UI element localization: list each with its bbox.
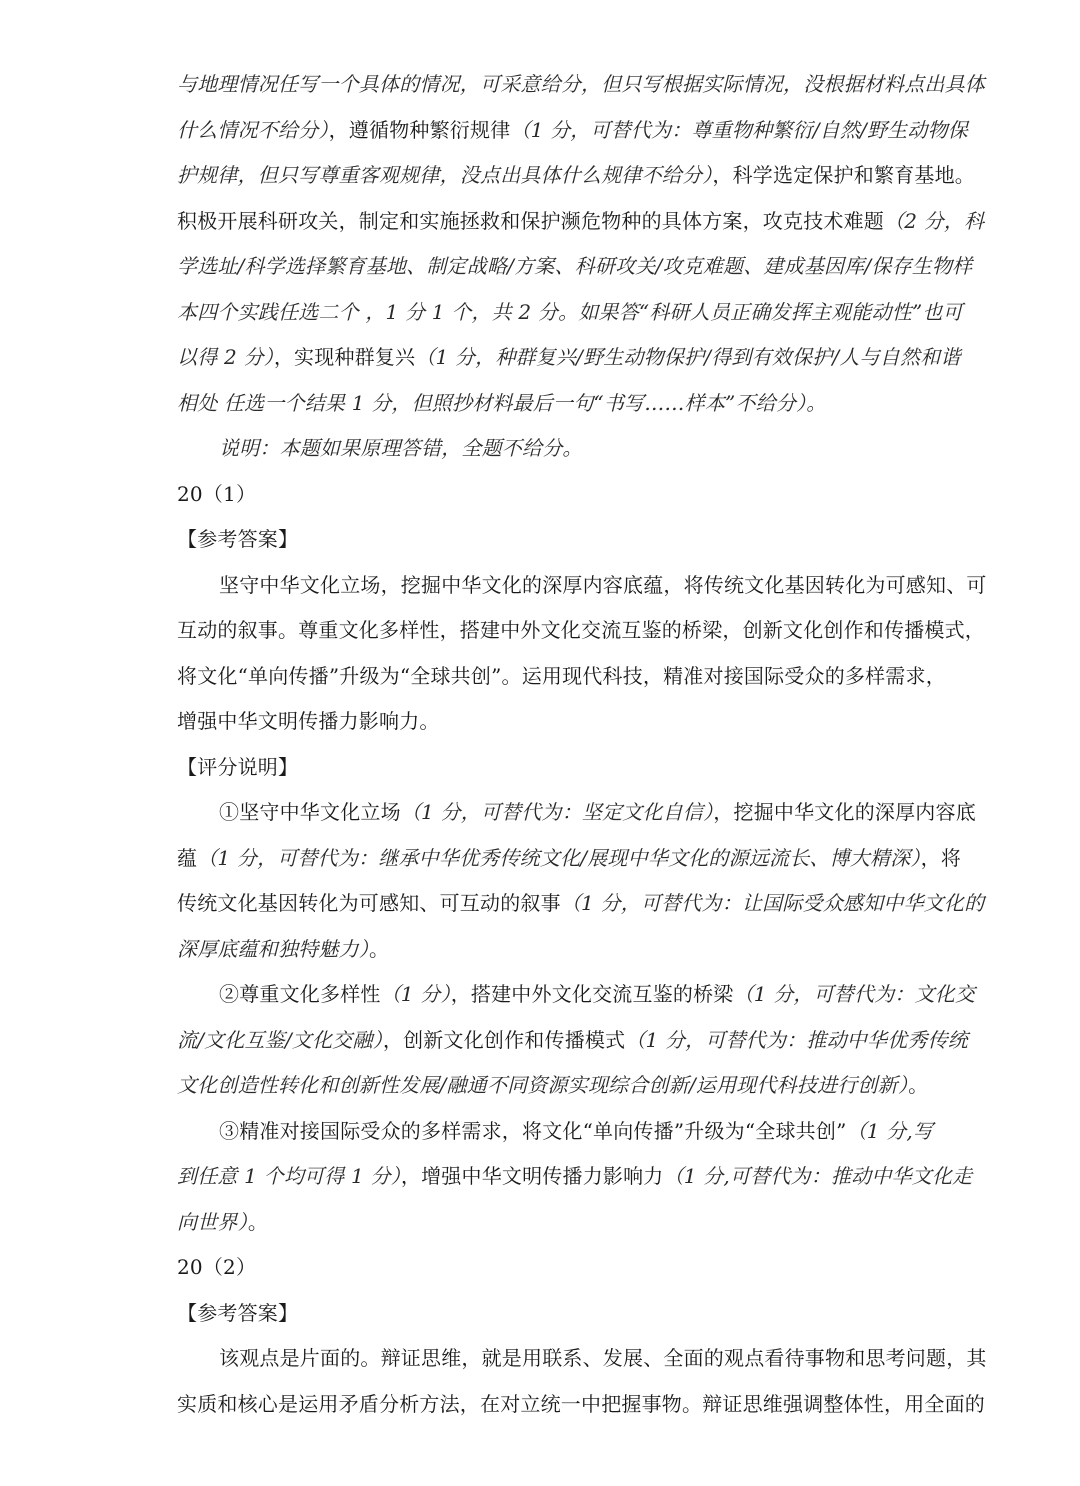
answer-text: ③精准对接国际受众的多样需求，将文化“单向传播”升级为“全球共创” [219, 1118, 847, 1143]
q19-line [177, 108, 999, 154]
answer-line: 坚守中华文化立场，挖掘中华文化的深厚内容底蕴，将传统文化基因转化为可感知、可 [219, 572, 987, 597]
answer-text: ，创新文化创作和传播模式 [382, 1027, 626, 1052]
answer-text: ②尊重文化多样性 [219, 982, 381, 1006]
scoring-line [177, 1109, 999, 1155]
q20-2-label: 20（2） [177, 1255, 257, 1279]
scoring-remark: 与地理情况任写一个具体的情况，可采意给分，但只写根据实际情况，没根据材料点出具体 [177, 72, 985, 96]
answer-text: 。 [908, 1073, 929, 1097]
answer-text: 传统文化基因转化为可感知、可互动的叙事 [177, 891, 561, 915]
q19-line [177, 199, 999, 245]
answer-line: 将文化“单向传播”升级为“全球共创”。运用现代科技，精准对接国际受众的多样需求， [177, 663, 946, 688]
q20-1-scoring-explanation [177, 790, 999, 1245]
scoring-remark: （1 分，可替代为：坚定文化自信） [400, 800, 714, 824]
answer-line: 实质和核心是运用矛盾分析方法，在对立统一中把握事物。辩证思维强调整体性，用全面的 [177, 1391, 985, 1416]
q19-line [177, 244, 999, 290]
answer-text: ，将 [920, 845, 962, 870]
scoring-remark: （1 分） [380, 982, 451, 1006]
q19-line [177, 62, 999, 108]
q20-2-reference-answer [177, 1336, 999, 1427]
answer-text: ，搭建中外文化交流互鉴的桥梁 [450, 982, 734, 1006]
scoring-remark: 向世界） [177, 1209, 248, 1234]
scoring-line [177, 927, 999, 973]
q19-line [177, 153, 999, 199]
scoring-remark: 护规律，但只写尊重客观规律，没点出具体什么规律不给分） [177, 163, 713, 187]
scoring-remark: （1 分,写 [846, 1118, 934, 1143]
document-page [177, 62, 999, 1427]
scoring-remark: （1 分,可替代为：推动中华文化走 [663, 1164, 973, 1188]
scoring-line [177, 972, 999, 1018]
scoring-remark: 到任意 1 个均可得 1 分） [177, 1164, 401, 1188]
scoring-note: 说明：本题如果原理答错，全题不给分。 [219, 436, 583, 460]
q19-scoring-continuation [177, 62, 999, 426]
scoring-remark: 文化创造性转化和创新性发展/融通不同资源实现综合创新/运用现代科技进行创新） [177, 1073, 909, 1097]
q19-line [177, 290, 999, 336]
scoring-remark: （2 分，科 [884, 208, 985, 233]
scoring-line [177, 1154, 999, 1200]
scoring-remark: 以得 2 分） [177, 345, 274, 369]
scoring-remark: （1 分，可替代为：让国际受众感知中华文化的 [560, 891, 985, 915]
answer-text: 蕴 [177, 845, 198, 870]
scoring-remark: 相处 任选一个结果 1 分，但照抄材料最后一句“书写……样本”不给分）。 [177, 390, 827, 415]
q20-1-reference-answer [177, 563, 999, 745]
answer-text: 积极开展科研攻关，制定和实施拯救和保护濒危物种的具体方案，攻克技术难题 [177, 208, 884, 233]
answer-text: ，挖掘中华文化的深厚内容底 [713, 800, 976, 824]
scoring-remark: 本四个实践任选二个 ，1 分 1 个，共 2 分。如果答“科研人员正确发挥主观能动性”也可 [177, 299, 963, 324]
answer-line: 互动的叙事。尊重文化多样性，搭建中外文化交流互鉴的桥梁，创新文化创作和传播模式， [177, 618, 985, 642]
answer-text: 。 [369, 936, 390, 961]
scoring-line [177, 836, 999, 882]
answer-text: ，科学选定保护和繁育基地。 [712, 163, 976, 187]
scoring-remark: 什么情况不给分） [177, 117, 329, 142]
scoring-remark: 学选址/科学选择繁育基地、制定战略/方案、科研攻关/攻克难题、建成基因库/保存生物样 [177, 254, 973, 278]
q19-line [177, 381, 999, 427]
answer-text: ①坚守中华文化立场 [219, 800, 401, 824]
scoring-remark: （1 分，种群复兴/野生动物保护/得到有效保护/人与自然和谐 [415, 345, 961, 369]
answer-line: 该观点是片面的。辩证思维，就是用联系、发展、全面的观点看待事物和思考问题，其 [219, 1346, 987, 1370]
scoring-heading: 【评分说明】 [177, 754, 299, 779]
scoring-remark: （1 分，可替代为：尊重物种繁衍/自然/野生动物保 [510, 117, 968, 142]
q20-1-label: 20（1） [177, 481, 257, 506]
answer-text: ，遵循物种繁衍规律 [328, 117, 511, 142]
scoring-line [177, 1063, 999, 1109]
scoring-remark: 流/文化互鉴/文化交融） [177, 1027, 383, 1052]
scoring-remark: （1 分，可替代为：继承中华优秀传统文化/展现中华文化的源远流长、博大精深） [197, 845, 921, 870]
scoring-remark: （1 分，可替代为：推动中华优秀传统 [625, 1027, 968, 1052]
answer-text: ，实现种群复兴 [273, 345, 416, 369]
answer-line: 增强中华文明传播力影响力。 [177, 709, 440, 733]
ref-answer-heading: 【参考答案】 [177, 527, 299, 551]
scoring-line [177, 790, 999, 836]
scoring-line [177, 881, 999, 927]
scoring-remark: 深厚底蕴和独特魅力） [177, 936, 369, 961]
scoring-line [177, 1018, 999, 1064]
scoring-remark: （1 分，可替代为：文化交 [733, 982, 976, 1006]
answer-text: 。 [247, 1209, 269, 1234]
answer-text: ，增强中华文明传播力影响力 [400, 1164, 664, 1188]
ref-answer-heading-2: 【参考答案】 [177, 1300, 299, 1325]
q19-line [177, 335, 999, 381]
scoring-line [177, 1200, 999, 1246]
